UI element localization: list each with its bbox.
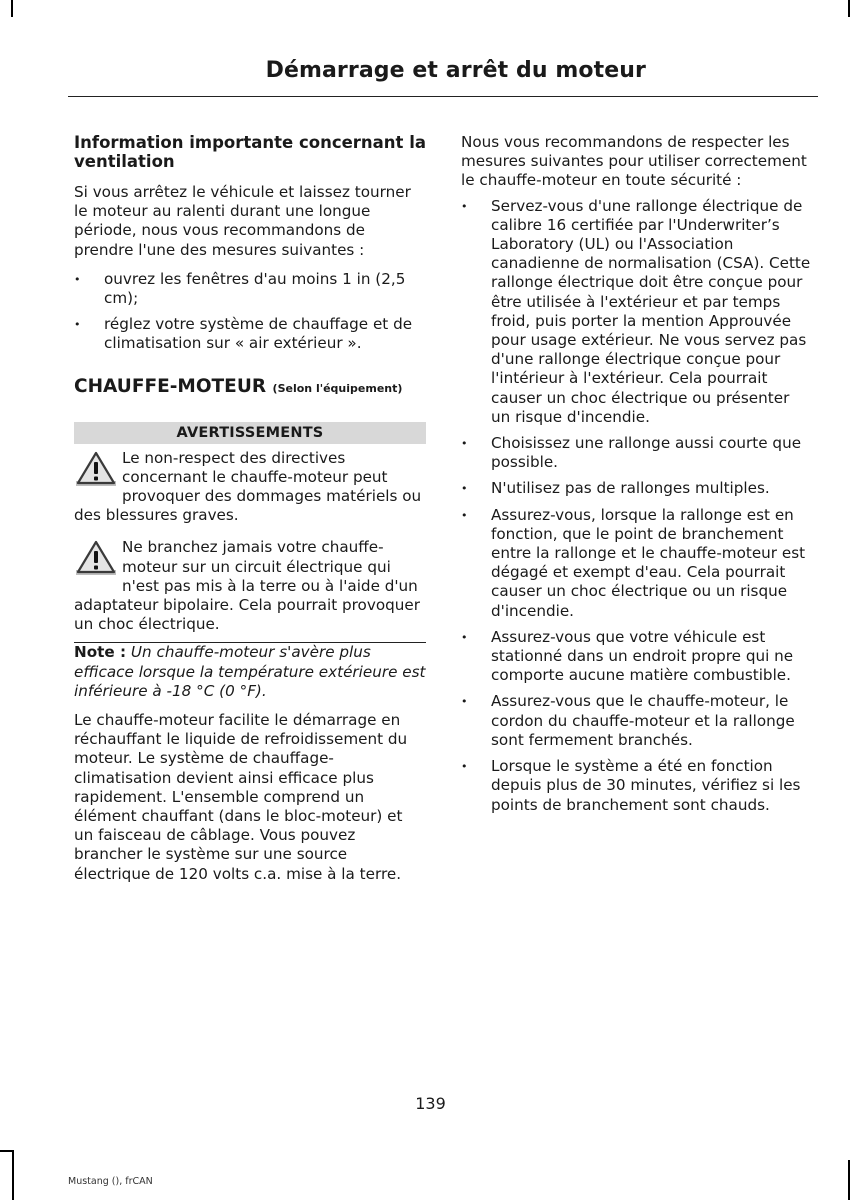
ventilation-intro: Si vous arrêtez le véhicule et laissez tourner le moteur au ralenti durant une longue période, nous vous recommandons de prendre l'une des mesures suivantes : <box>74 183 411 259</box>
crop-mark-bottom-right <box>848 1160 850 1200</box>
warning-1 <box>74 444 426 526</box>
crop-mark-bottom-left-h <box>0 1150 14 1152</box>
footer-text: Mustang (), frCAN <box>68 1176 153 1187</box>
warning-text: Le non-respect des directives concernant le chauffe-moteur peut provoquer des dommages matériels ou des blessures graves. <box>74 448 422 525</box>
list-item: • ouvrez les fenêtres d'au moins 1 in (2,5 cm); <box>74 270 426 308</box>
list-item: • Servez-vous d'une rallonge électrique de calibre 16 certifiée par l'Underwriter’s Laboratory (UL) ou l'Association canadienne de normalisation (CSA). Cette rallonge électrique doit être conçue pour être utilisée à l'extérieur et par temps froid, puis porter la mention Approuvée pour usage extérieur. Ne vous servez pas d'une rallonge électrique conçue pour l'intérieur à l'extérieur. Cela pourrait causer un choc électrique ou présenter un risque d'incendie. <box>461 197 813 427</box>
page-number: 139 <box>415 1094 446 1113</box>
section-title <box>74 374 426 402</box>
crop-mark-bottom-left-v <box>12 1150 14 1200</box>
ventilation-bullet-list <box>74 270 426 354</box>
note-label: Note : <box>74 643 127 662</box>
warning-triangle-icon <box>74 451 118 489</box>
crop-mark-top-left <box>11 0 13 17</box>
warning-2 <box>74 533 426 634</box>
warning-triangle-icon <box>74 540 118 578</box>
page-header <box>68 56 818 97</box>
list-item: • Choisissez une rallonge aussi courte que possible. <box>461 434 813 472</box>
list-item: • Lorsque le système a été en fonction depuis plus de 30 minutes, vérifiez si les points de branchement sont chauds. <box>461 757 813 815</box>
list-item: • réglez votre système de chauffage et de climatisation sur « air extérieur ». <box>74 315 426 353</box>
right-column <box>461 133 813 822</box>
list-item: • Assurez-vous que votre véhicule est stationné dans un endroit propre qui ne comporte aucune matière combustible. <box>461 628 813 686</box>
left-column <box>74 133 426 894</box>
page-title: Démarrage et arrêt du moteur <box>265 58 646 83</box>
list-item: • Assurez-vous que le chauffe-moteur, le cordon du chauffe-moteur et la rallonge sont fermement branchés. <box>461 692 813 750</box>
list-item: • Assurez-vous, lorsque la rallonge est en fonction, que le point de branchement entre la rallonge et le chauffe-moteur est dégagé et exempt d'eau. Cela pourrait causer un choc électrique ou un risque d'incendie. <box>461 506 813 621</box>
safety-bullet-list <box>461 197 813 815</box>
note-text: Un chauffe-moteur s'avère plus efficace lorsque la température extérieure est inférieure à -18 °C (0 °F). <box>74 643 426 700</box>
note <box>74 643 426 701</box>
block-heater-description: Le chauffe-moteur facilite le démarrage en réchauffant le liquide de refroidissement du moteur. Le système de chauffage-climatisation devient ainsi efficace plus rapidement. L'ensemble comprend un élément chauffant (dans le bloc-moteur) et un faisceau de câblage. Vous pouvez brancher le système sur une source électrique de 120 volts c.a. mise à la terre. <box>74 711 408 883</box>
ventilation-subheading: Information importante concernant la ventilation <box>74 133 426 171</box>
section-qualifier: (Selon l'équipement) <box>272 381 403 395</box>
warning-text: Ne branchez jamais votre chauffe-moteur sur un circuit électrique qui n'est pas mis à la terre ou à l'aide d'un adaptateur bipolaire. Cela pourrait provoquer un choc électrique. <box>74 538 420 634</box>
safety-intro: Nous vous recommandons de respecter les mesures suivantes pour utiliser correctement le chauffe-moteur en toute sécurité : <box>461 133 807 190</box>
list-item: • N'utilisez pas de rallonges multiples. <box>461 479 813 498</box>
crop-mark-top-right <box>848 0 850 17</box>
section-title-text: CHAUFFE-MOTEUR <box>74 375 267 397</box>
warnings-header: AVERTISSEMENTS <box>74 422 426 444</box>
warnings-box <box>74 422 426 644</box>
